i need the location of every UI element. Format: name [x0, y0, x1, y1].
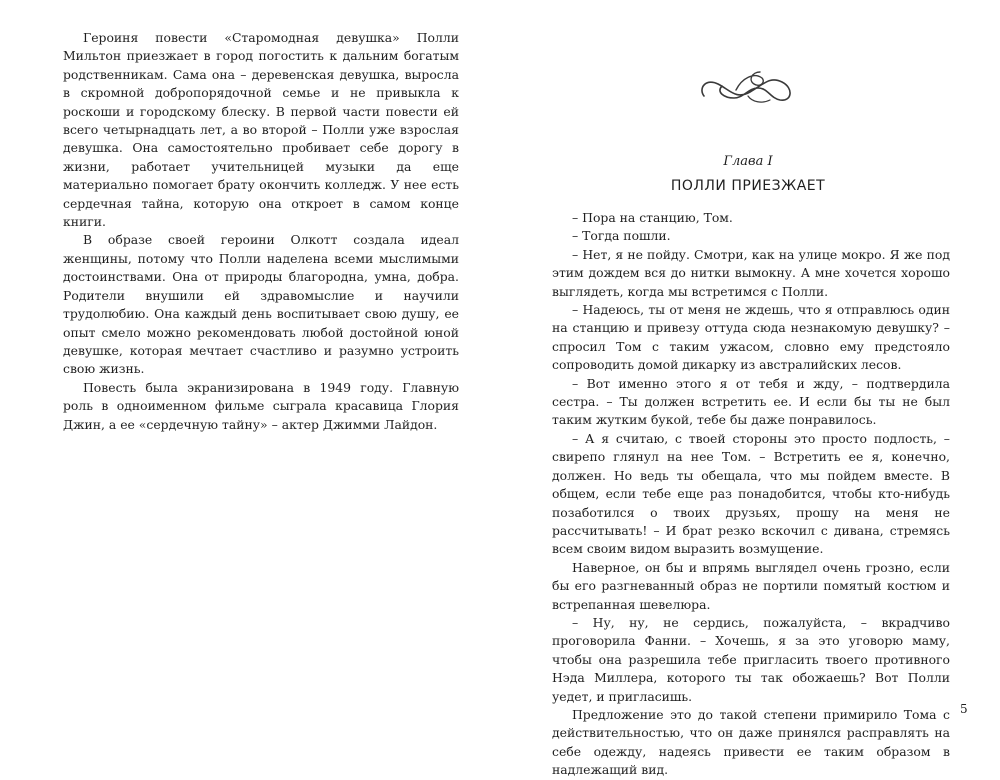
paragraph: – Ну, ну, не сердись, пожалуйста, – вкрадчиво проговорила Фанни. – Хочешь, я за это уговорю маму, чтобы она разрешила тебе пригласить твоего противного Нэда Миллера, которого ты так обожаешь? Вот Полли уедет, и пригласишь. — [552, 614, 950, 704]
page-number: 5 — [960, 702, 968, 716]
paragraph: Повесть была экранизирована в 1949 году. Главную роль в одноименном фильме сыграла красавица Глория Джин, а ее «сердечную тайну» – актер Джимми Лайдон. — [63, 379, 459, 432]
paragraph: Героиня повести «Старомодная девушка» Полли Мильтон приезжает в город погостить к дальним богатым родственникам. Сама она – деревенская девушка, выросла в скромной добропорядочной семье и не привыкла к роскоши и городскому блеску. В первой части повести ей всего четырнадцать лет, а во второй – Полли уже взрослая девушка. Она самостоятельно пробивает себе дорогу в жизни, работает учительницей музыки да еще материально помогает брату окончить колледж. У нее есть сердечная тайна, которую она откроет в самом конце книги. — [63, 30, 459, 230]
paragraph: Наверное, он бы и впрямь выглядел очень грозно, если бы его разгневанный образ не портили помятый костюм и встрепанная шевелюра. — [552, 559, 950, 612]
paragraph: Предложение это до такой степени примирило Тома с действительностью, что он даже принялся расправлять на себе одежду, надеясь привести ее таким образом в надлежащий вид. — [552, 706, 950, 778]
right-page — [496, 0, 1000, 778]
paragraph: – Нет, я не пойду. Смотри, как на улице мокро. Я же под этим дождем вся до нитки вымокну. А мне хочется хорошо выглядеть, когда мы встретимся с Полли. — [552, 246, 950, 299]
paragraph: – Вот именно этого я от тебя и жду, – подтвердила сестра. – Ты должен встретить ее. И если бы ты не был таким жутким букой, тебе бы даже понравилось. — [552, 375, 950, 428]
paragraph: В образе своей героини Олкотт создала идеал женщины, потому что Полли наделена всеми мыслимыми достоинствами. Она от природы благородна, умна, добра. Родители внушили ей здравомыслие и научили трудолюбию. Она каждый день воспитывает свою душу, ее опыт смело можно рекомендовать любой достойной юной девушке, которая мечтает счастливо и разумно устроить свою жизнь. — [63, 232, 459, 377]
chapter-title: ПОЛЛИ ПРИЕЗЖАЕТ — [670, 178, 826, 194]
right-page-text — [552, 209, 950, 780]
left-page — [0, 0, 496, 741]
paragraph: – Тогда пошли. — [572, 228, 671, 244]
left-page-text — [63, 29, 459, 434]
paragraph: – А я считаю, с твоей стороны это просто подлость, – свирепо глянул на нее Том. – Встретить ее я, конечно, должен. Но ведь ты обещала, что мы пойдем вместе. В общем, если тебе еще раз понадобится, чтобы кто-нибудь позаботился о твоих друзьях, прошу на меня не рассчитывать! – И брат резко вскочил с дивана, стремясь всем своим видом выразить возмущение. — [552, 430, 950, 557]
chapter-label: Глава I — [723, 154, 773, 169]
flourish-ornament-icon — [696, 66, 804, 110]
paragraph: – Надеюсь, ты от меня не ждешь, что я отправлюсь один на станцию и привезу оттуда сюда незнакомую девушку? – спросил Том с таким ужасом, словно ему предстояло сопроводить домой дикарку из австралийских лесов. — [552, 302, 950, 373]
paragraph: – Пора на станцию, Том. — [572, 210, 733, 225]
